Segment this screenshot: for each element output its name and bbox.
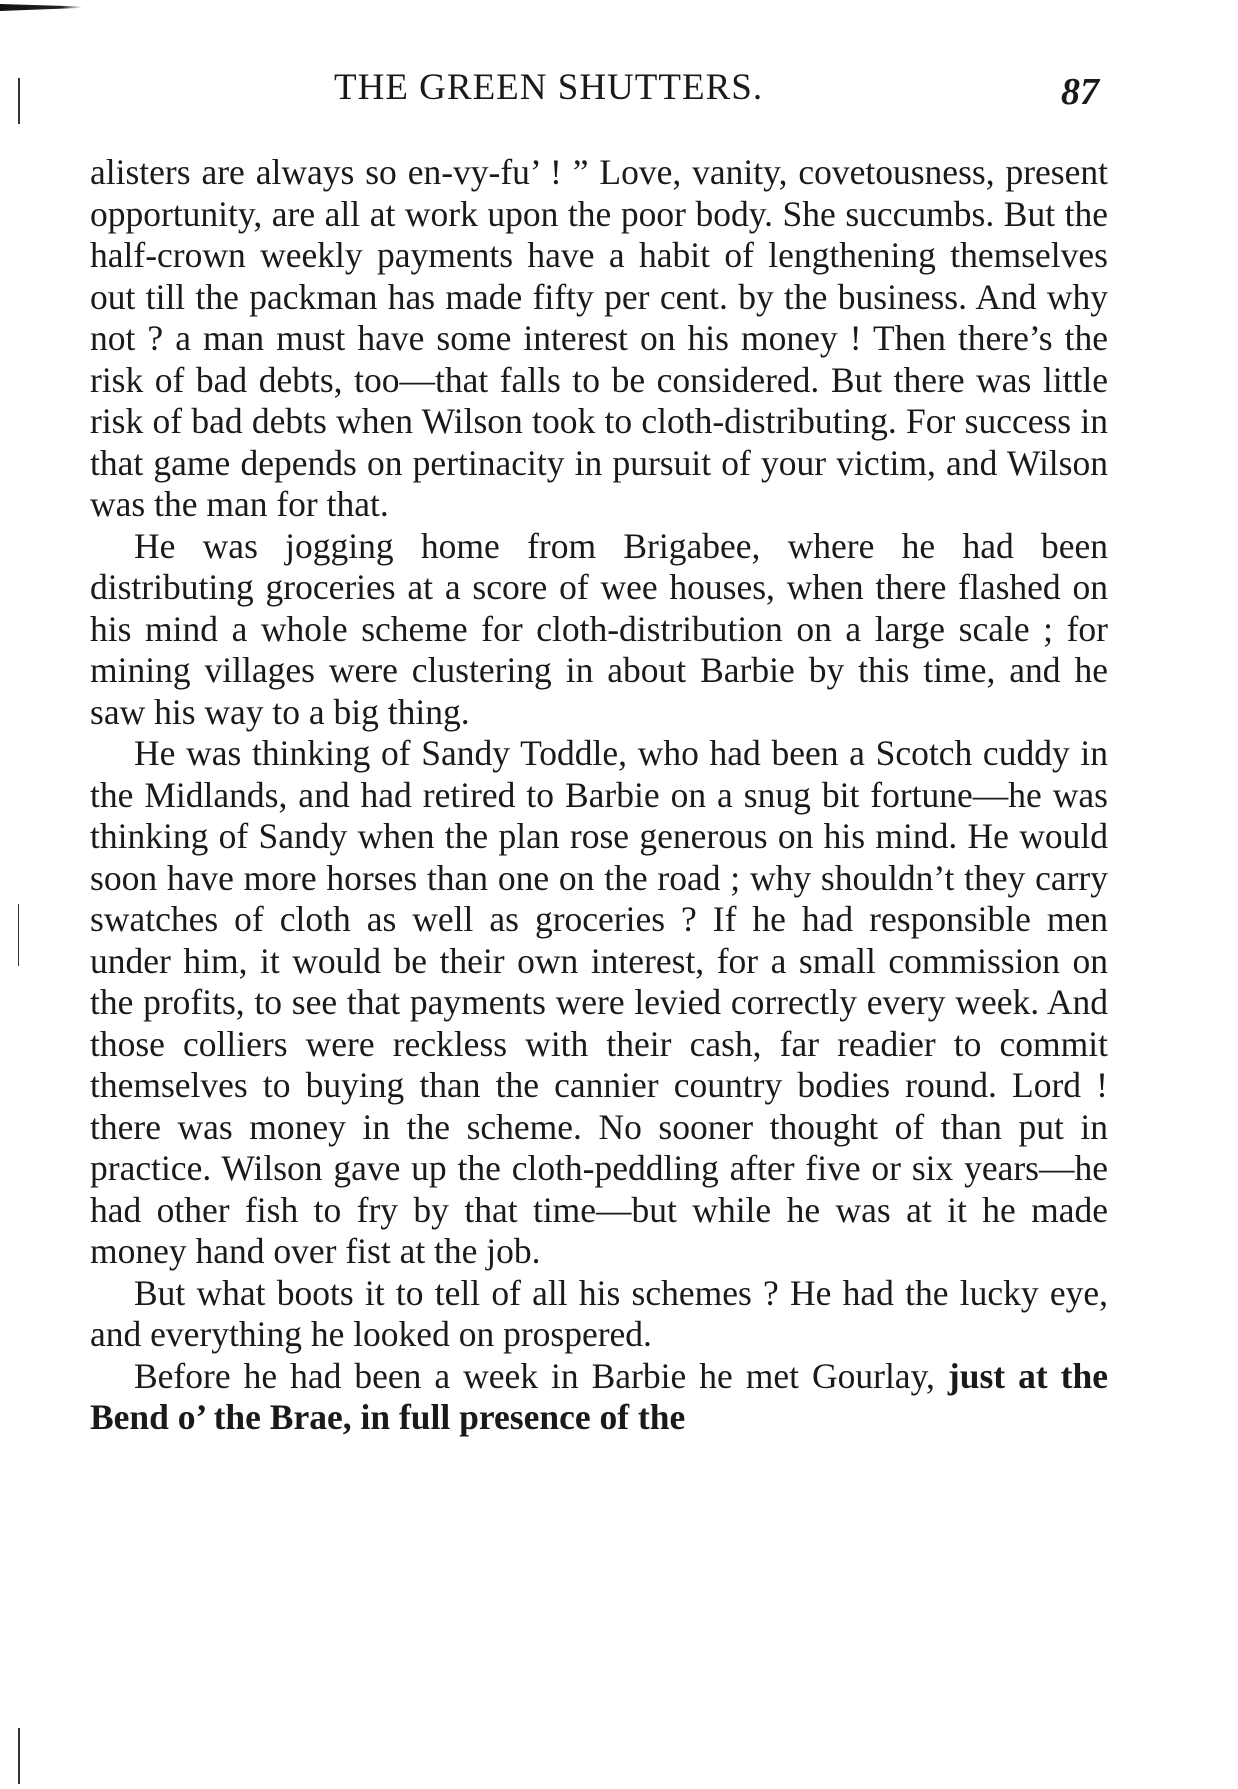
running-head [0,66,1238,116]
page-number: 87 [1061,71,1099,113]
corner-printer-mark [0,4,82,11]
paragraph-final-bold-line: just at the Bend o’ the Brae, in full presence of the [90,1355,1108,1437]
binding-edge-mark [18,904,19,966]
paragraph-final-start: Before he had been a week in Barbie he met Gourlay, [134,1355,935,1396]
body-text [90,152,1108,1439]
paragraph: alisters are always so en-vy-fu’ ! ” Love, vanity, covetousness, present opportunity, are all at work upon the poor body. She succumbs. But the half-crown weekly payments have a habit of lengthening themselves out till the packman has made fifty per cent. by the business. And why not ? a man must have some interest on his money ! Then there’s the risk of bad debts, too—that falls to be considered. But there was little risk of bad debts when Wilson took to cloth-distributing. For success in that game depends on pertinacity in pursuit of your victim, and Wilson was the man for that. [90,152,1108,524]
paragraph: He was jogging home from Brigabee, where he had been distributing groceries at a score of wee houses, when there flashed on his mind a whole scheme for cloth-distribution on a large scale ; for mining villages were clustering in about Barbie by this time, and he saw his way to a big thing. [90,525,1108,732]
binding-edge-mark [18,1728,20,1784]
paragraph: He was thinking of Sandy Toddle, who had been a Scotch cuddy in the Midlands, and had retired to Barbie on a snug bit fortune—he was thinking of Sandy when the plan rose generous on his mind. He would soon have more horses than one on the road ; why shouldn’t they carry swatches of cloth as well as groceries ? If he had responsible men under him, it would be their own interest, for a small commission on the profits, to see that payments were levied correctly every week. And those colliers were reckless with their cash, far readier to commit themselves to buying than the cannier country bodies round. Lord ! there was money in the scheme. No sooner thought of than put in practice. Wilson gave up the cloth-peddling after five or six years—he had other fish to fry by that time—but while he was at it he made money hand over fist at the job. [90,733,1108,1271]
running-title: THE GREEN SHUTTERS. [334,67,764,108]
paragraph-final [90,1356,1108,1439]
paragraph: But what boots it to tell of all his schemes ? He had the lucky eye, and everything he looked on prospered. [90,1272,1108,1354]
